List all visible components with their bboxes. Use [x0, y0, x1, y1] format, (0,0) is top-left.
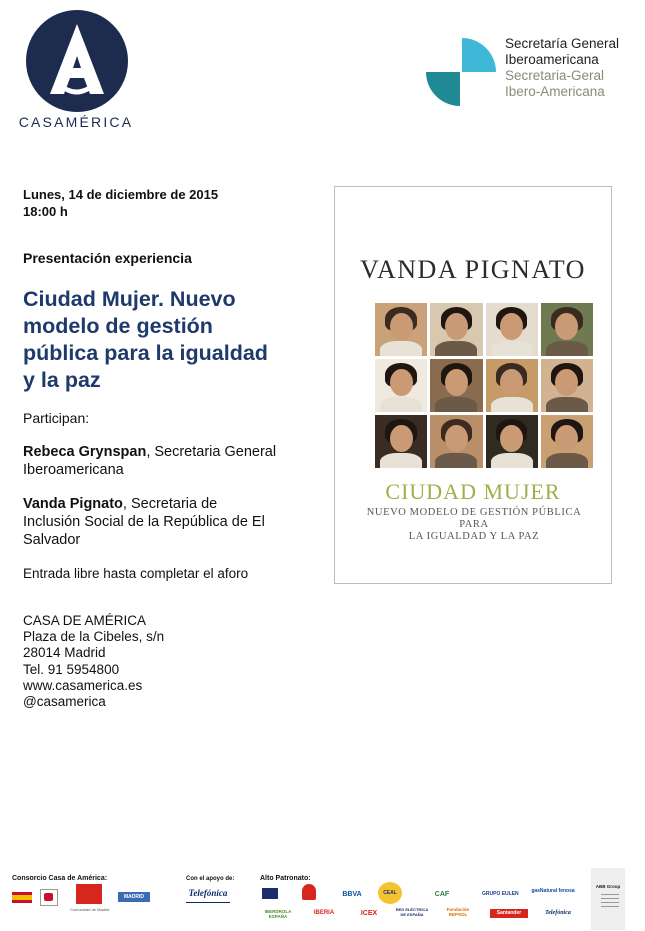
speaker-name: Rebeca Grynspan [23, 444, 147, 460]
speaker-role: Inclusión Social de la República de El [23, 514, 265, 530]
book-cover [334, 186, 612, 584]
event-title-line: Ciudad Mujer. Nuevo [23, 287, 236, 311]
book-portrait-photo [375, 415, 427, 468]
consorcio-label: Consorcio Casa de América: [12, 875, 108, 882]
telefonica-small-logo: Telefónica [545, 910, 571, 916]
segib-line-1: Secretaría General [505, 36, 620, 51]
event-title-line: y la paz [23, 368, 101, 392]
fundacion-mutua-logo [302, 884, 316, 900]
book-subtitle [355, 507, 593, 543]
venue-city: 28014 Madrid [23, 645, 106, 661]
event-type: Presentación experiencia [23, 250, 192, 266]
speaker-name: Vanda Pignato [23, 496, 123, 512]
book-portrait-photo [430, 359, 482, 412]
apoyo-label: Con el apoyo de: [186, 876, 235, 882]
book-portrait-photo [375, 303, 427, 356]
iberia-logo: IBERIA [313, 910, 335, 916]
speaker-role: , Secretaria de [122, 496, 218, 512]
venue-twitter-link[interactable]: @casamerica [23, 694, 106, 710]
speaker-role: Iberoamericana [23, 462, 124, 478]
book-portrait-photo [541, 415, 593, 468]
caf-logo: CAF [434, 891, 450, 898]
venue-website-link[interactable]: www.casamerica.es [23, 677, 143, 693]
admission-note: Entrada libre hasta completar el aforo [23, 566, 249, 581]
book-portrait-photo [541, 303, 593, 356]
abb-logo: ABB Group [595, 884, 621, 889]
book-portrait-photo [486, 303, 538, 356]
event-date: Lunes, 14 de diciembre de 2015 [23, 187, 219, 202]
speaker-role: Salvador [23, 532, 81, 548]
iberdrola-logo: IBERDROLA ESPAÑA [264, 909, 292, 919]
speaker-vanda-pignato [23, 495, 313, 549]
venue-street: Plaza de la Cibeles, s/n [23, 629, 165, 645]
segib-line-3: Secretaria-Geral [505, 68, 605, 83]
event-datetime [23, 186, 218, 220]
participants-label: Participan: [23, 410, 90, 426]
segib-wordmark [505, 36, 640, 100]
event-title [23, 286, 323, 394]
event-time: 18:00 h [23, 204, 68, 219]
event-title-line: pública para la igualdad [23, 341, 268, 365]
ceal-logo: CEAL [378, 882, 402, 904]
book-portrait-photo [430, 303, 482, 356]
fundacion-repsol-logo: Fundación REPSOL [446, 907, 470, 917]
book-author: VANDA PIGNATO [360, 255, 586, 284]
book-subtitle-line: NUEVO MODELO DE GESTIÓN PÚBLICA PARA [366, 507, 582, 530]
segib-line-4: Ibero-Americana [505, 84, 605, 99]
segib-logo-icon [426, 38, 496, 106]
book-subtitle-line: LA IGUALDAD Y LA PAZ [408, 531, 540, 542]
santander-logo: Santander [490, 909, 528, 918]
comunidad-madrid-shield-logo [40, 889, 58, 906]
speaker-rebeca-grynspan [23, 443, 313, 479]
casa-america-logo [26, 10, 128, 112]
comunidad-madrid-logo [76, 884, 102, 904]
telefonica-logo: Telefónica [188, 888, 228, 898]
spain-flag-logo [12, 892, 32, 903]
segib-line-2: Iberoamericana [505, 52, 599, 67]
telefonica-underline [186, 902, 230, 903]
venue-phone: Tel. 91 5954800 [23, 661, 120, 677]
patronato-label: Alto Patronato: [260, 875, 311, 882]
bbva-logo: BBVA [342, 891, 362, 898]
book-portrait-photo [430, 415, 482, 468]
book-portrait-photo [541, 359, 593, 412]
book-portrait-photo [375, 359, 427, 412]
abb-logo-panel [591, 868, 625, 930]
event-title-line: modelo de gestión [23, 314, 213, 338]
book-portrait-photo [486, 359, 538, 412]
book-portrait-photo [486, 415, 538, 468]
icex-logo: ICEX [360, 910, 378, 917]
book-photo-grid [375, 303, 593, 468]
grupo-eulen-logo: GRUPO EULEN [482, 891, 519, 897]
book-title: CIUDAD MUJER [385, 479, 561, 504]
venue-name: CASA DE AMÉRICA [23, 613, 147, 628]
patron-logo-1 [262, 888, 278, 899]
casa-america-wordmark: CASAMÉRICA [18, 114, 134, 130]
comunidad-madrid-text: Comunidad de Madrid [70, 907, 110, 912]
venue-address [23, 613, 164, 710]
red-electrica-logo: RED ELÉCTRICA DE ESPAÑA [395, 907, 429, 917]
speaker-role: , Secretaria General [146, 444, 277, 460]
madrid-logo: MADRID [118, 892, 150, 902]
gas-natural-logo: gasNatural fenosa [531, 888, 575, 894]
